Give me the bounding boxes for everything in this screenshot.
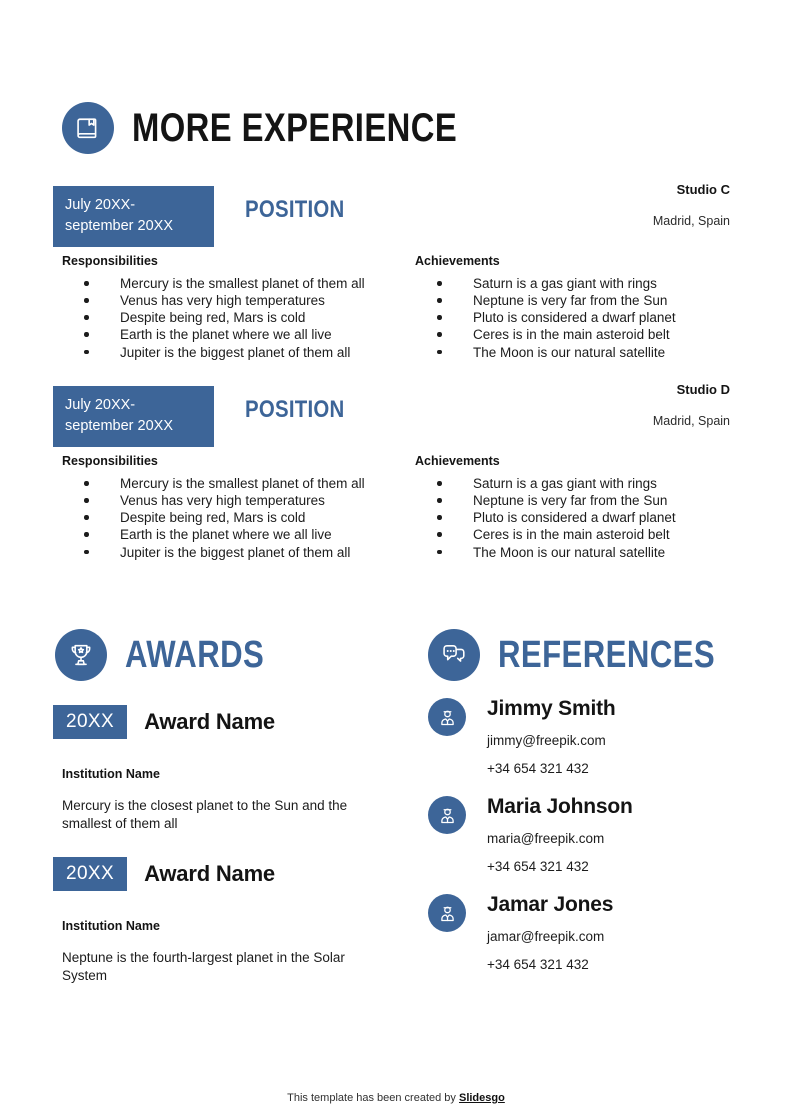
award-name-1: Award Name (144, 709, 275, 734)
list-item: The Moon is our natural satellite (415, 344, 735, 361)
list-item: Ceres is in the main asteroid belt (415, 526, 735, 543)
studio-location-2: Madrid, Spain (652, 414, 730, 428)
reference-name-3: Jamar Jones (487, 893, 614, 916)
list-item: Pluto is considered a dwarf planet (415, 309, 735, 326)
award-year-badge-2: 20XX (53, 857, 127, 891)
list-item: Jupiter is the biggest planet of them all (62, 544, 382, 561)
reference-phone-3[interactable]: +34 654 321 432 (487, 957, 589, 972)
reference-entry-1 (428, 698, 616, 776)
award-row-2 (53, 857, 362, 891)
award-entry-1 (53, 705, 362, 833)
reference-email-1[interactable]: jimmy@freepik.com (487, 733, 606, 748)
responsibilities-heading-1: Responsibilities (62, 254, 158, 268)
list-item: Pluto is considered a dwarf planet (415, 509, 735, 526)
footer-credit (0, 1092, 792, 1104)
list-item: Venus has very high temperatures (62, 292, 382, 309)
reference-name-2: Maria Johnson (487, 795, 633, 818)
references-section-header (428, 629, 763, 681)
achievements-heading-1: Achievements (415, 254, 500, 268)
reference-phone-2[interactable]: +34 654 321 432 (487, 859, 589, 874)
list-item: Mercury is the smallest planet of them all (62, 475, 382, 492)
reference-entry-3 (428, 894, 613, 972)
achievements-list-2 (415, 475, 735, 561)
trophy-icon (55, 629, 107, 681)
list-item: Neptune is very far from the Sun (415, 492, 735, 509)
list-item: Despite being red, Mars is cold (62, 509, 382, 526)
list-item: Ceres is in the main asteroid belt (415, 326, 735, 343)
slidesgo-link[interactable]: Slidesgo (458, 1092, 505, 1104)
list-item: Mercury is the smallest planet of them all (62, 275, 382, 292)
list-item: Saturn is a gas giant with rings (415, 475, 735, 492)
award-name-2: Award Name (144, 861, 275, 886)
speech-bubble-icon (428, 629, 480, 681)
person-icon (428, 698, 466, 736)
award-institution-2: Institution Name (62, 919, 160, 933)
list-item: Saturn is a gas giant with rings (415, 275, 735, 292)
experience-position-2: POSITION (245, 396, 345, 423)
studio-name-2: Studio D (676, 382, 730, 397)
experience-date-badge-1: July 20XX-september 20XX (53, 186, 214, 247)
studio-location-1: Madrid, Spain (652, 214, 730, 228)
experience-position-1: POSITION (245, 196, 345, 223)
reference-email-2[interactable]: maria@freepik.com (487, 831, 605, 846)
award-description-1: Mercury is the closest planet to the Sun and the smallest of them all (62, 798, 348, 831)
list-item: Neptune is very far from the Sun (415, 292, 735, 309)
more-experience-title: MORE EXPERIENCE (132, 106, 458, 150)
person-icon (428, 894, 466, 932)
awards-section-header (55, 629, 295, 681)
reference-email-3[interactable]: jamar@freepik.com (487, 929, 605, 944)
experience-studio-1 (653, 182, 730, 228)
references-title: REFERENCES (498, 634, 716, 676)
reference-phone-1[interactable]: +34 654 321 432 (487, 761, 589, 776)
responsibilities-list-2 (62, 475, 382, 561)
list-item: Earth is the planet where we all live (62, 326, 382, 343)
more-experience-section-header (62, 102, 528, 154)
list-item: The Moon is our natural satellite (415, 544, 735, 561)
award-entry-2 (53, 857, 362, 985)
awards-title: AWARDS (125, 634, 265, 676)
experience-studio-2 (653, 382, 730, 428)
achievements-list-1 (415, 275, 735, 361)
award-year-badge-1: 20XX (53, 705, 127, 739)
studio-name-1: Studio C (676, 182, 730, 197)
list-item: Venus has very high temperatures (62, 492, 382, 509)
award-description-2: Neptune is the fourth-largest planet in the Solar System (62, 950, 345, 983)
award-row-1 (53, 705, 362, 739)
list-item: Earth is the planet where we all live (62, 526, 382, 543)
person-icon (428, 796, 466, 834)
reference-entry-2 (428, 796, 633, 874)
achievements-heading-2: Achievements (415, 454, 500, 468)
responsibilities-list-1 (62, 275, 382, 361)
footer-text: This template has been created by (287, 1092, 459, 1104)
responsibilities-heading-2: Responsibilities (62, 454, 158, 468)
list-item: Despite being red, Mars is cold (62, 309, 382, 326)
reference-name-1: Jimmy Smith (487, 697, 616, 720)
experience-date-badge-2: July 20XX-september 20XX (53, 386, 214, 447)
book-icon (62, 102, 114, 154)
list-item: Jupiter is the biggest planet of them all (62, 344, 382, 361)
award-institution-1: Institution Name (62, 767, 160, 781)
